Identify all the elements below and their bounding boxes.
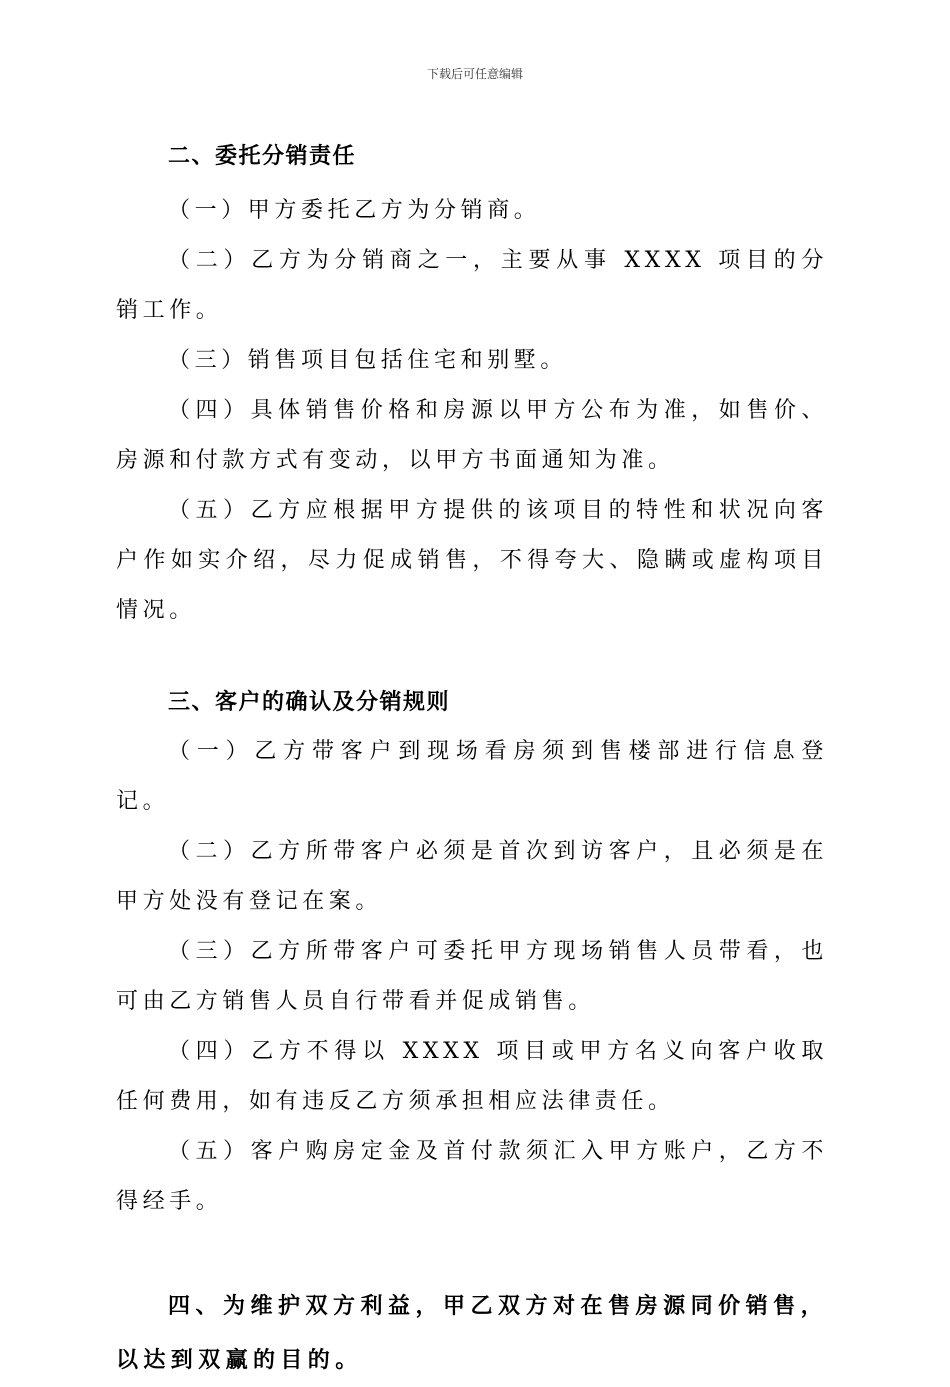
paragraph: （一）乙方带客户到现场看房须到售楼部进行信息登记。 bbox=[116, 739, 828, 814]
paragraph: （三）乙方所带客户可委托甲方现场销售人员带看，也可由乙方销售人员自行带看并促成销售。 bbox=[116, 939, 828, 1014]
paragraph: （三）销售项目包括住宅和别墅。 bbox=[168, 348, 568, 373]
paragraph: （二）乙方为分销商之一，主要从事 XXXX 项目的分销工作。 bbox=[116, 248, 828, 323]
paragraph: （五）乙方应根据甲方提供的该项目的特性和状况向客户作如实介绍，尽力促成销售，不得夸大、隐瞒或虚构项目情况。 bbox=[116, 498, 828, 623]
section-entrusted-distribution bbox=[116, 136, 828, 636]
section-same-price-sales bbox=[116, 1279, 828, 1387]
section-heading: 二、委托分销责任 bbox=[168, 143, 357, 169]
section-client-confirmation-rules bbox=[116, 682, 828, 1227]
document-body bbox=[116, 136, 828, 1387]
page-header: 下载后可任意编辑 bbox=[426, 67, 523, 81]
paragraph: （二）乙方所带客户必须是首次到访客户，且必须是在甲方处没有登记在案。 bbox=[116, 839, 828, 914]
paragraph: （五）客户购房定金及首付款须汇入甲方账户，乙方不得经手。 bbox=[116, 1139, 828, 1214]
paragraph: （四）乙方不得以 XXXX 项目或甲方名义向客户收取任何费用，如有违反乙方须承担相应法律责任。 bbox=[116, 1039, 828, 1114]
paragraph: （四）具体销售价格和房源以甲方公布为准，如售价、房源和付款方式有变动，以甲方书面通知为准。 bbox=[116, 398, 828, 473]
section-heading: 四、为维护双方利益，甲乙双方对在售房源同价销售，以达到双赢的目的。 bbox=[116, 1293, 828, 1373]
paragraph: （一）甲方委托乙方为分销商。 bbox=[168, 198, 541, 223]
section-heading: 三、客户的确认及分销规则 bbox=[168, 689, 451, 715]
